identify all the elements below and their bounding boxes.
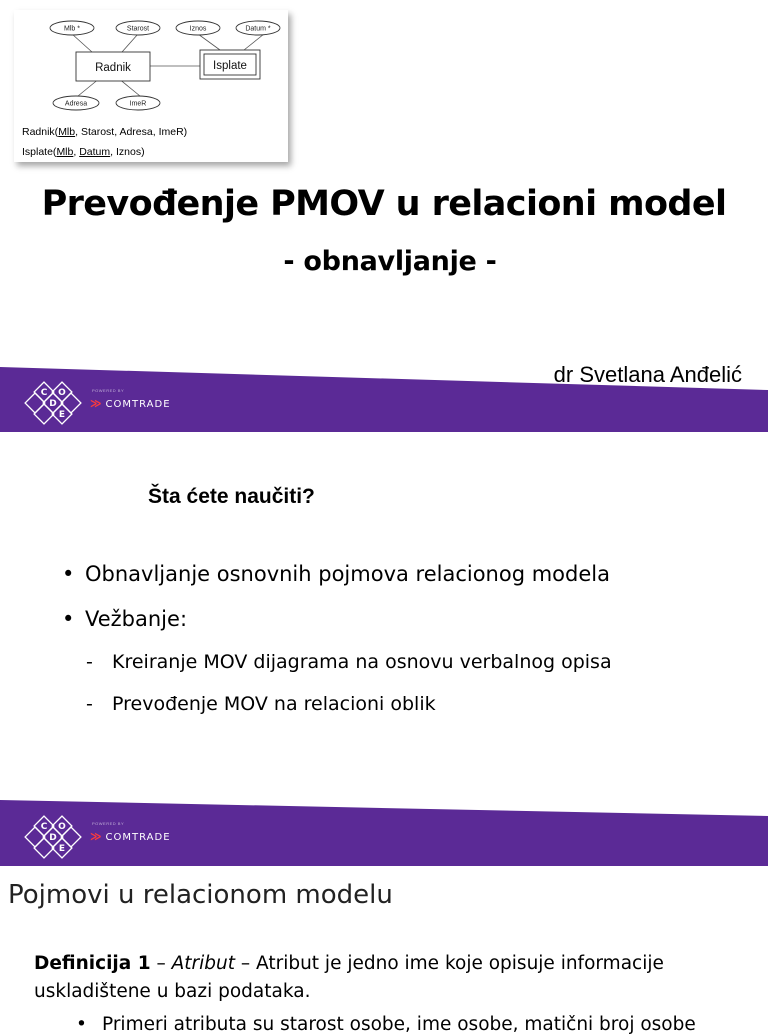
- purple-band: [0, 432, 768, 866]
- attribute-label: Starost: [126, 25, 150, 33]
- list-item: - Kreiranje MOV dijagrama na osnovu verbalnog opisa: [86, 651, 612, 673]
- relation-isplate: Isplate(Mlb, Datum, Iznos): [22, 146, 145, 158]
- svg-text:C: C: [40, 388, 48, 398]
- comtrade-brand: [90, 821, 171, 844]
- learning-goals-slide: [0, 432, 768, 866]
- powered-by-label: POWERED BY: [92, 821, 125, 826]
- slide-title: Prevođenje PMOV u relacioni model: [41, 184, 727, 224]
- comtrade-brand: [90, 388, 171, 411]
- comtrade-logo-icon: ≫: [90, 830, 102, 843]
- slide-question: Šta ćete naučiti?: [148, 485, 315, 508]
- list-item: • Vežbanje:: [62, 607, 188, 631]
- slide-subtitle: - obnavljanje -: [283, 246, 497, 277]
- relation-radnik: Radnik(Mlb, Starost, Adresa, ImeR): [22, 126, 188, 138]
- svg-text:O: O: [58, 822, 66, 832]
- slide-heading: Pojmovi u relacionom modelu: [8, 880, 393, 910]
- brand-name: COMTRADE: [105, 398, 171, 410]
- svg-text:E: E: [58, 844, 66, 854]
- attribute-label: Iznos: [189, 25, 207, 33]
- svg-text:D: D: [49, 833, 57, 843]
- svg-text:E: E: [58, 410, 66, 420]
- comtrade-logo-icon: ≫: [90, 397, 102, 410]
- concepts-slide: [0, 866, 768, 1035]
- brand-name: COMTRADE: [105, 831, 171, 843]
- title-slide: [0, 0, 768, 432]
- svg-text:O: O: [58, 388, 66, 398]
- svg-text:D: D: [49, 399, 57, 409]
- attribute-label: Datum *: [245, 25, 271, 33]
- list-item: - Prevođenje MOV na relacioni oblik: [86, 693, 436, 715]
- code-logo-icon: [18, 816, 86, 858]
- svg-text:C: C: [40, 822, 48, 832]
- definition-text: Definicija 1 – Atribut – Atribut je jedno ime koje opisuje informacije uskladištene u bazi podataka.: [34, 953, 664, 1002]
- powered-by-label: POWERED BY: [92, 388, 125, 393]
- author-name: dr Svetlana Anđelić: [553, 362, 742, 387]
- attribute-label: Mlb *: [64, 25, 80, 33]
- weak-entity-label: Isplate: [213, 60, 247, 72]
- attribute-label: Adresa: [64, 100, 88, 108]
- code-logo-icon: [18, 382, 86, 424]
- entity-label: Radnik: [95, 62, 131, 74]
- list-item: • Primeri atributa su starost osobe, ime osobe, matični broj osobe: [76, 1014, 696, 1035]
- attribute-label: ImeR: [129, 100, 147, 108]
- list-item: • Obnavljanje osnovnih pojmova relacionog modela: [62, 562, 610, 586]
